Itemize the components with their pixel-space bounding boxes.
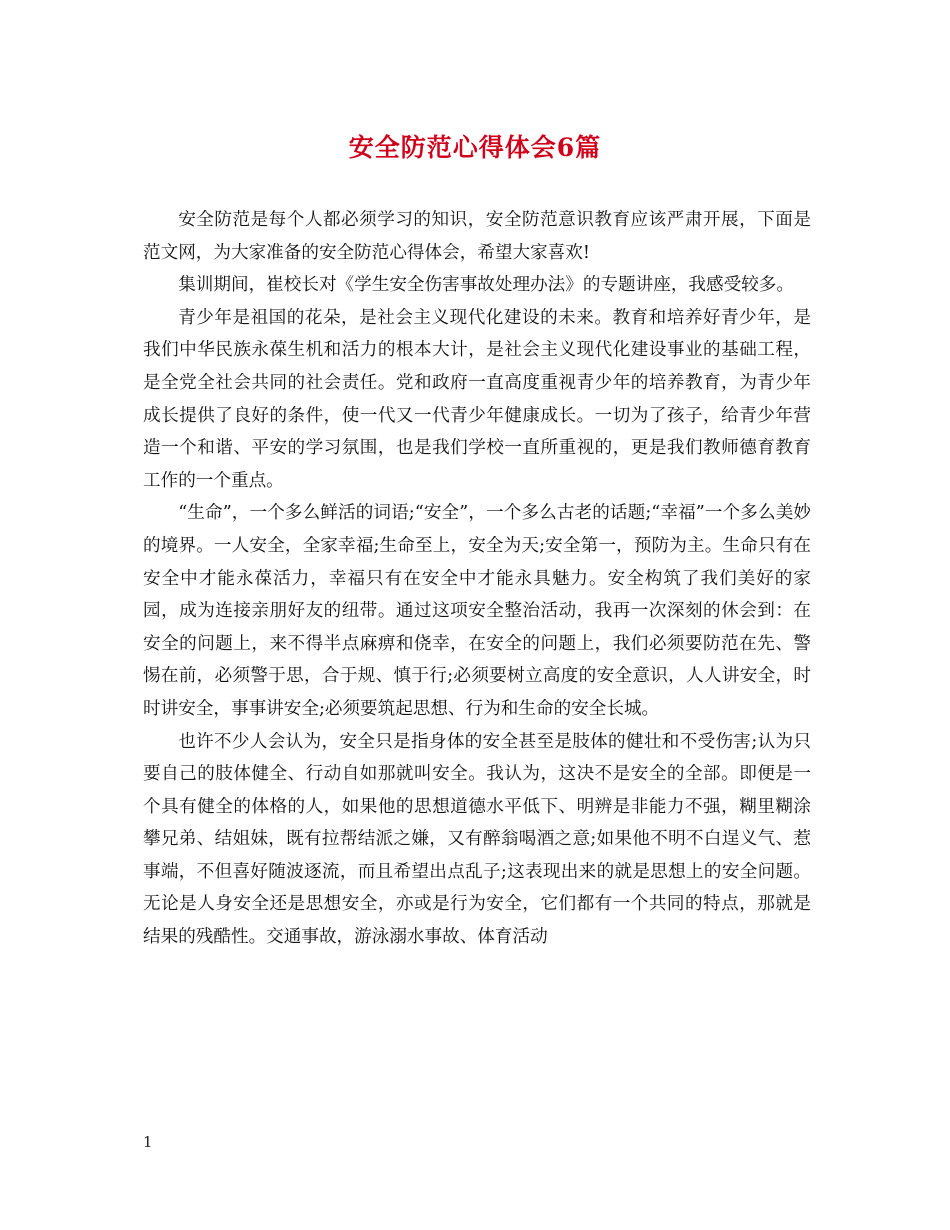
- document-body: [143, 204, 811, 954]
- paragraph-intro: 安全防范是每个人都必须学习的知识，安全防范意识教育应该严肃开展，下面是范文网，为大家准备的安全防范心得体会，希望大家喜欢!: [143, 210, 811, 263]
- paragraph-life-safety: “生命”，一个多么鲜活的词语;“安全”，一个多么古老的话题;“幸福”一个多么美妙的境界。一人安全，全家幸福;生命至上，安全为天;安全第一，预防为主。生命只有在安全中才能永葆活力，幸福只有在安全中才能永具魅力。安全构筑了我们美好的家园，成为连接亲朋好友的纽带。通过这项安全整治活动，我再一次深刻的休会到：在安全的问题上，来不得半点麻痹和侥幸，在安全的问题上，我们必须要防范在先、警惕在前，必须警于思，合于规、慎于行;必须要树立高度的安全意识，人人讲安全，时时讲安全，事事讲安全;必须要筑起思想、行为和生命的安全长城。: [143, 503, 811, 719]
- paragraph-thought-safety: 也许不少人会认为，安全只是指身体的安全甚至是肢体的健壮和不受伤害;认为只要自己的肢体健全、行动自如那就叫安全。我认为，这决不是安全的全部。即便是一个具有健全的体格的人，如果他的思想道德水平低下、明辨是非能力不强，糊里糊涂攀兄弟、结姐妹，既有拉帮结派之嫌，又有醉翁喝酒之意;如果他不明不白逞义气、惹事端，不但喜好随波逐流，而且希望出点乱子;这表现出来的就是思想上的安全问题。无论是人身安全还是思想安全，亦或是行为安全，它们都有一个共同的特点，那就是结果的残酷性。交通事故，游泳溺水事故、体育活动: [143, 731, 811, 948]
- page-number: 1: [143, 1133, 153, 1151]
- document-title: 安全防范心得体会6篇: [348, 133, 602, 162]
- paragraph-training: 集训期间，崔校长对《学生安全伤害事故处理办法》的专题讲座，我感受较多。: [178, 275, 794, 296]
- paragraph-youth: 青少年是祖国的花朵，是社会主义现代化建设的未来。教育和培养好青少年，是我们中华民族永葆生机和活力的根本大计，是社会主义现代化建设事业的基础工程，是全党全社会共同的社会责任。党和政府一直高度重视青少年的培养教育，为青少年成长提供了良好的条件，使一代又一代青少年健康成长。一切为了孩子，给青少年营造一个和谐、平安的学习氛围，也是我们学校一直所重视的，更是我们教师德育教育工作的一个重点。: [143, 307, 811, 491]
